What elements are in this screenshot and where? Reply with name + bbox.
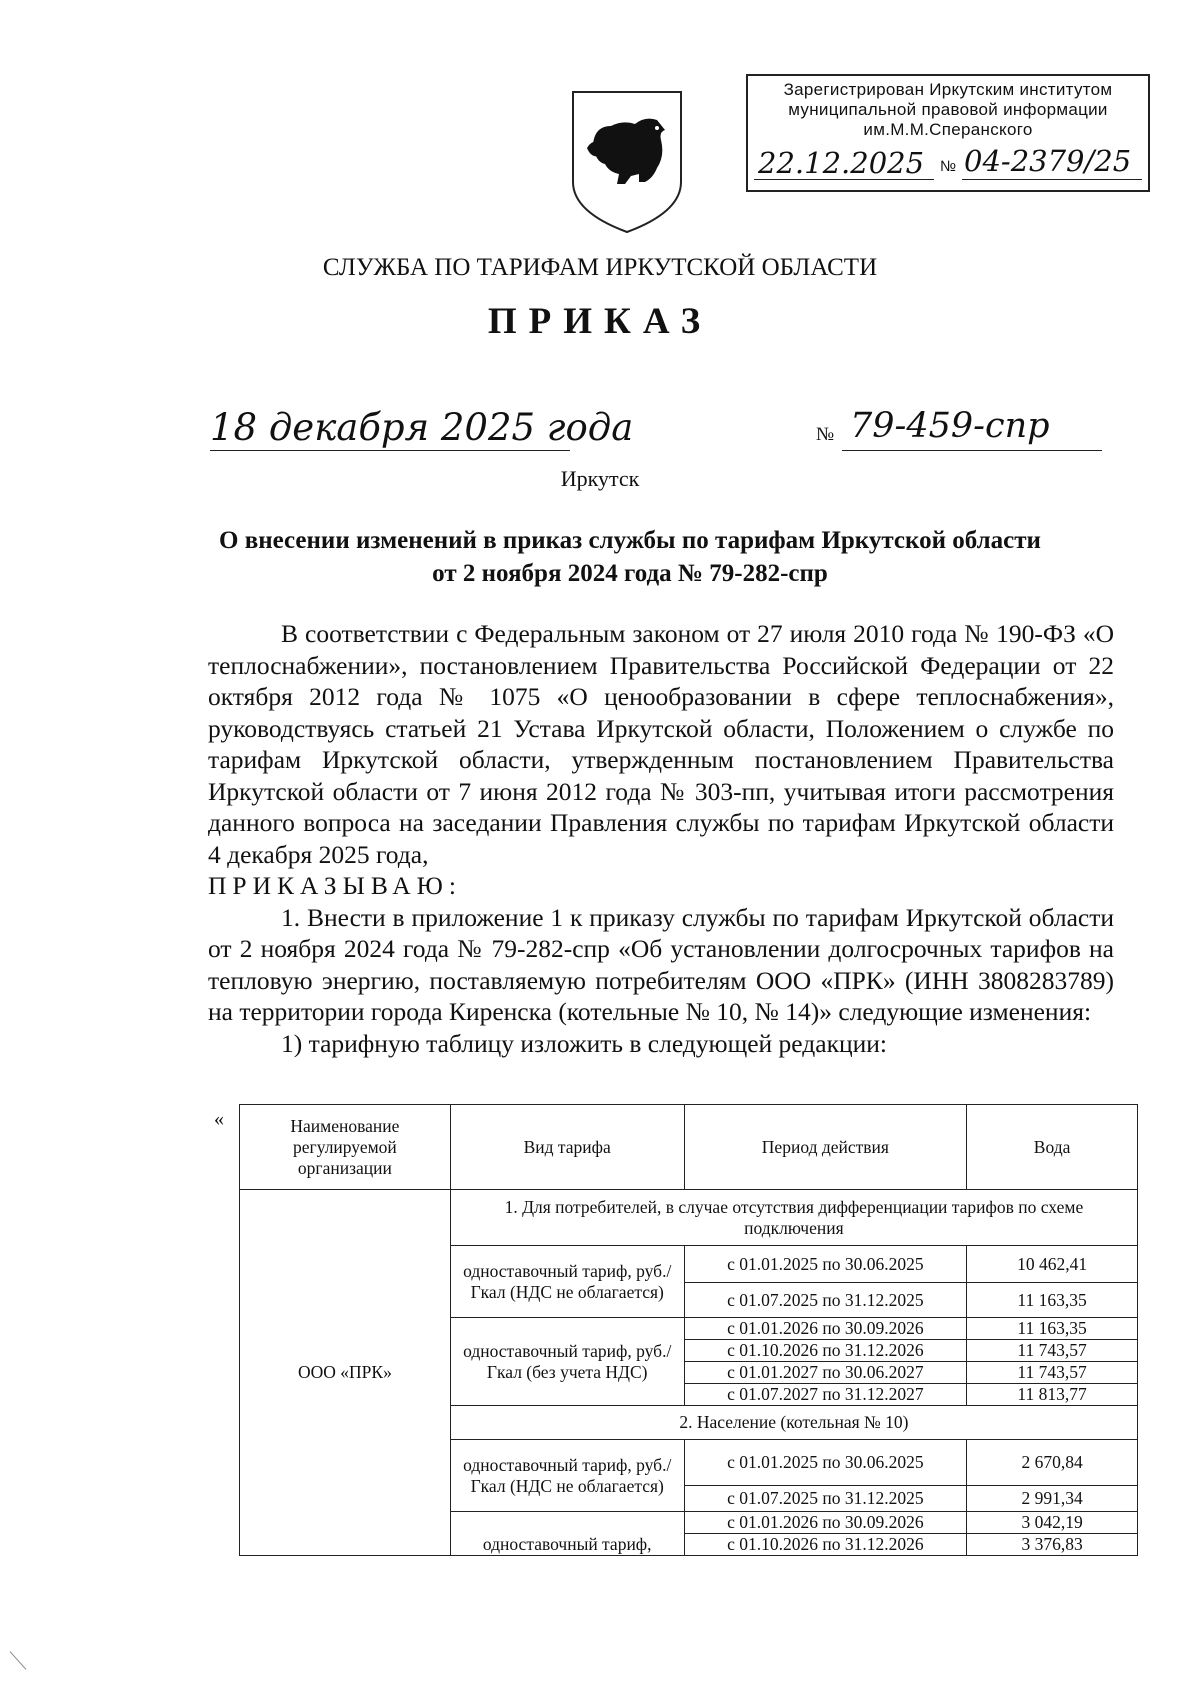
organization-cell: ООО «ПРК» [240, 1190, 451, 1556]
agency-name: СЛУЖБА ПО ТАРИФАМ ИРКУТСКОЙ ОБЛАСТИ [322, 254, 878, 281]
preamble-paragraph: В соответствии с Федеральным законом от 27 июля 2010 года № 190-ФЗ «О теплоснабжении», постановлением Правительства Российской Федерации от 22 октября 2012 года № 1075 «О ценообразовании в сфере теплоснабжения», руководствуясь статьей 21 Устава Иркутской области, Положением о службе по тарифам Иркутской области, утвержденным постановлением Правительства Иркутской области от 7 июня 2012 года № 303-пп, учитывая итоги рассмотрения данного вопроса на заседании Правления службы по тарифам Иркутской области 4 декабря 2025 года, [208, 619, 1114, 869]
stamp-line-2: муниципальной правовой информации [788, 100, 1108, 119]
period-cell: с 01.10.2026 по 31.12.2026 [684, 1534, 967, 1556]
period-cell: с 01.01.2026 по 30.09.2026 [684, 1512, 967, 1534]
period-cell: с 01.01.2025 по 30.06.2025 [684, 1440, 967, 1486]
tariff-type-cell: одноставочный тариф, руб./Гкал (НДС не облагается) [450, 1246, 684, 1318]
document-heading [150, 524, 1110, 590]
value-cell: 3 376,83 [967, 1534, 1138, 1556]
period-cell: с 01.10.2026 по 31.12.2026 [684, 1340, 967, 1362]
stamp-date: 22.12.2025 [758, 146, 925, 180]
value-cell: 11 163,35 [967, 1283, 1138, 1318]
header-period: Период действия [684, 1105, 967, 1190]
tariff-type-cell: одноставочный тариф, [450, 1512, 684, 1556]
stamp-number: 04-2379/25 [964, 144, 1132, 178]
value-cell: 11 813,77 [967, 1384, 1138, 1406]
tariff-type-cell: одноставочный тариф, руб./Гкал (НДС не облагается) [450, 1440, 684, 1512]
order-word: ПРИКАЗЫВАЮ: [208, 871, 462, 900]
period-cell: с 01.01.2027 по 30.06.2027 [684, 1362, 967, 1384]
header-tariff-type: Вид тарифа [450, 1105, 684, 1190]
order-number: 79-459-спр [850, 406, 1050, 446]
period-cell: с 01.07.2025 по 31.12.2025 [684, 1486, 967, 1512]
header-water: Вода [967, 1105, 1138, 1190]
value-cell: 11 743,57 [967, 1362, 1138, 1384]
document-title: ПРИКАЗ [487, 301, 713, 342]
order-date-underline [210, 450, 570, 451]
item-1-subitem: 1) тарифную таблицу изложить в следующей редакции: [281, 1028, 887, 1058]
tariff-table [239, 1104, 1138, 1556]
period-cell: с 01.07.2025 по 31.12.2025 [684, 1283, 967, 1318]
coat-of-arms-emblem [565, 86, 689, 236]
section-1-title: 1. Для потребителей, в случае отсутствия дифференциации тарифов по схеме подключения [450, 1190, 1137, 1246]
registration-stamp [746, 74, 1150, 192]
stamp-number-label: № [940, 158, 957, 175]
value-cell: 2 991,34 [967, 1486, 1138, 1512]
stamp-line-1: Зарегистрирован Иркутским институтом [783, 80, 1113, 99]
value-cell: 11 163,35 [967, 1318, 1138, 1340]
scan-edge-mark [10, 1651, 27, 1670]
period-cell: с 01.01.2025 по 30.06.2025 [684, 1246, 967, 1283]
heading-line-2: от 2 ноября 2024 года № 79-282-спр [432, 560, 828, 587]
header-organization: Наименование регулируемой организации [240, 1105, 451, 1190]
table-header-row [240, 1105, 1138, 1190]
tariff-type-cell: одноставочный тариф, руб./Гкал (без учета НДС) [450, 1318, 684, 1406]
quote-open-mark: « [214, 1108, 224, 1130]
stamp-date-underline [754, 179, 934, 180]
period-cell: с 01.01.2026 по 30.09.2026 [684, 1318, 967, 1340]
order-date: 18 декабря 2025 года [210, 406, 634, 449]
table-row [240, 1190, 1138, 1246]
document-body [208, 618, 1114, 1059]
value-cell: 10 462,41 [967, 1246, 1138, 1283]
order-number-label: № [816, 424, 835, 445]
period-cell: с 01.07.2027 по 31.12.2027 [684, 1384, 967, 1406]
city-name: Иркутск [560, 466, 640, 491]
item-1-paragraph: 1. Внести в приложение 1 к приказу службы по тарифам Иркутской области от 2 ноября 2024 года № 79-282-спр «Об установлении долгосрочных тарифов на тепловую энергию, поставляемую потребителям ООО «ПРК» (ИНН 3808283789) на территории города Киренска (котельные № 10, № 14)» следующие изменения: [208, 902, 1114, 1026]
value-cell: 11 743,57 [967, 1340, 1138, 1362]
heading-line-1: О внесении изменений в приказ службы по тарифам Иркутской области [219, 527, 1041, 554]
value-cell: 3 042,19 [967, 1512, 1138, 1534]
stamp-number-underline [962, 179, 1142, 180]
value-cell: 2 670,84 [967, 1440, 1138, 1486]
order-number-underline [842, 450, 1102, 451]
stamp-line-3: им.М.М.Сперанского [863, 120, 1033, 139]
section-2-title: 2. Население (котельная № 10) [450, 1406, 1137, 1440]
